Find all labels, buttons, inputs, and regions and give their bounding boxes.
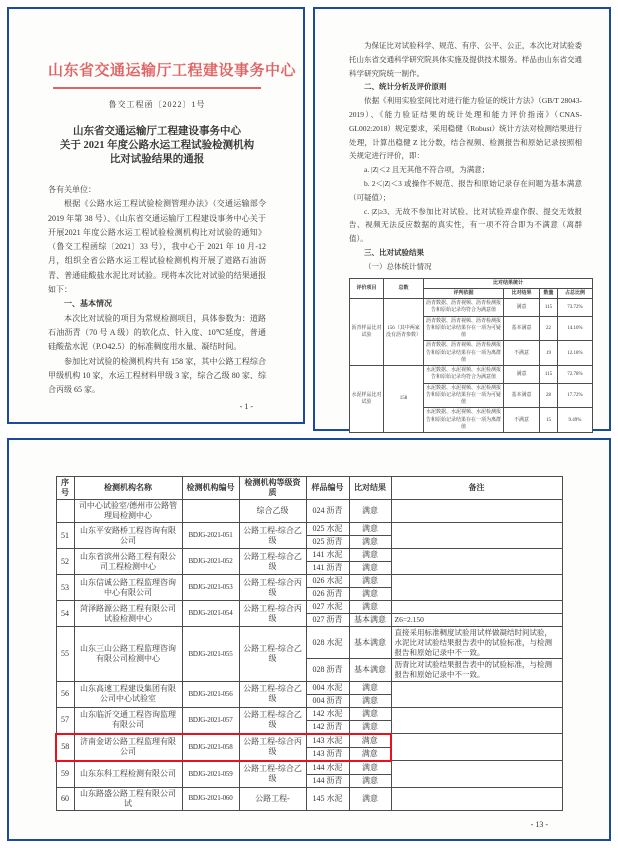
percentage-cell: 12.18% [558, 341, 593, 366]
subheader: 比对结果 [504, 288, 540, 298]
row-number-cell: 59 [56, 761, 74, 788]
count-cell: 28 [540, 383, 558, 408]
overall-statistics-table [349, 278, 593, 434]
table-row [56, 761, 562, 775]
table-row [56, 601, 562, 614]
result-cell: 基本满意 [504, 383, 540, 408]
table-header-row [350, 278, 593, 288]
result-cell: 满意 [349, 747, 391, 761]
paragraph: 为保证比对试验科学、规范、有序、公平、公正，本次比对试验委托山东省交通科学研究院具体实施及提供技术服务。样品由山东省交通科学研究院统一制作。 [349, 41, 582, 78]
table-row [56, 500, 562, 523]
stats-row [350, 366, 593, 384]
institution-name-cell: 山东平安路桥工程咨询有限公司 [74, 523, 182, 549]
percentage-cell: 73.72% [558, 299, 593, 317]
sample-id-cell: 024 沥青 [306, 500, 349, 523]
table-header-row [56, 477, 562, 500]
header-results-group: 比对结果统计 [424, 278, 593, 288]
institution-code-cell [182, 500, 239, 523]
sample-id-cell: 143 沥青 [306, 747, 349, 761]
sample-id-cell: 141 水泥 [306, 549, 349, 562]
paragraph: 依据《利用实验室间比对进行能力验证的统计方法》（GB/T 28043-2019）、《能力验证结果的统计处理和能力评价指南》（CNAS-GL002:2018）规定要求，采用稳健（Robust）统计方法对检测结果进行处理，计算出稳健 Z 比分数，结合视频、检测报告和原始记录按照相关规定进行评价，即： [349, 96, 582, 161]
grade-cell: 公路工程-综合丙级 [239, 601, 306, 627]
remark-cell [391, 575, 562, 601]
criteria-item-b: b. 2＜|Z|＜3 或操作不规范、报告和原始记录存在问题为基本满意（可疑值）； [349, 178, 582, 202]
result-cell: 满意 [349, 536, 391, 549]
result-cell: 不满意 [504, 341, 540, 366]
result-cell: 满意 [349, 761, 391, 775]
sample-id-cell: 026 沥青 [306, 588, 349, 601]
grade-cell: 公路工程-综合丙级 [239, 575, 306, 601]
institution-name-cell: 司中心试验室/德州市公路管理局检测中心 [74, 500, 182, 523]
result-cell: 满意 [349, 588, 391, 601]
institution-code-cell: BDJG-2021-060 [182, 787, 239, 810]
grade-cell: 公路工程-综合乙级 [239, 761, 306, 788]
table-row [56, 523, 562, 536]
table-row [56, 787, 562, 810]
institution-code-cell: BDJG-2021-051 [182, 523, 239, 549]
subheader: 数量 [540, 288, 558, 298]
subheader: 占总比例 [558, 288, 593, 298]
institution-code-cell: BDJG-2021-057 [182, 707, 239, 734]
result-cell: 满意 [349, 774, 391, 787]
count-cell: 22 [540, 316, 558, 341]
row-number-cell: 53 [56, 575, 74, 601]
institution-code-cell: BDJG-2021-056 [182, 681, 239, 707]
highlighted-row [56, 734, 562, 748]
institution-name-cell: 山东临沂交通工程咨询监理有限公司 [74, 707, 182, 734]
header: 备注 [391, 477, 562, 500]
table-row [56, 681, 562, 694]
header: 序号 [56, 477, 74, 500]
subsection-heading: （一）总体统计情况 [364, 261, 432, 271]
grade-cell: 公路工程-综合乙级 [239, 549, 306, 575]
project-cell: 沥青样品比对试验 [350, 299, 384, 366]
sample-id-cell: 145 水泥 [306, 787, 349, 810]
letterhead-title: 山东省交通运输厅工程建设事务中心 [48, 63, 297, 79]
institution-code-cell: BDJG-2021-059 [182, 761, 239, 788]
scanned-page-13 [7, 438, 611, 841]
result-cell: 满意 [504, 299, 540, 317]
remark-cell [391, 549, 562, 575]
table-row [56, 575, 562, 588]
institution-name-cell: 济南金诺公路工程监理有限公司 [74, 734, 182, 761]
grade-cell: 公路工程-综合丙级 [239, 734, 306, 761]
row-number-cell: 52 [56, 549, 74, 575]
row-number-cell: 60 [56, 787, 74, 810]
institution-code-cell: BDJG-2021-054 [182, 601, 239, 627]
project-cell: 水泥样品比对试验 [350, 366, 384, 433]
result-cell: 满意 [349, 694, 391, 707]
institution-code-cell: BDJG-2021-058 [182, 734, 239, 761]
section-3-heading: 三、比对试验结果 [364, 247, 424, 257]
sample-id-cell: 004 水泥 [306, 681, 349, 694]
remark-cell: 沥青比对试验结果报告表中的试验标准，与检测报告和原始记录中不一致。 [391, 659, 562, 682]
percentage-cell: 14.10% [558, 316, 593, 341]
notice-title [48, 125, 266, 167]
grade-cell: 公路工程-综合乙级 [239, 707, 306, 734]
institution-name-cell: 山东省滨州公路工程有限公司工程检测中心 [74, 549, 182, 575]
result-cell: 基本满意 [504, 316, 540, 341]
result-cell: 满意 [349, 575, 391, 588]
section-2-heading: 二、统计分析及评价原则 [364, 82, 447, 92]
percentage-cell: 17.72% [558, 383, 593, 408]
criteria-cell: 沥青数据、沥青视频、沥青检测报告和原始记录结果存在一项为离群值 [424, 341, 504, 366]
sample-id-cell: 144 沥青 [306, 774, 349, 787]
grade-cell: 综合乙级 [239, 500, 306, 523]
institution-code-cell: BDJG-2021-052 [182, 549, 239, 575]
result-cell: 基本满意 [349, 659, 391, 682]
result-cell: 满意 [349, 601, 391, 614]
row-number-cell: 55 [56, 627, 74, 682]
institution-results-table [55, 476, 563, 811]
percentage-cell: 9.49% [558, 408, 593, 433]
sample-id-cell: 025 沥青 [306, 536, 349, 549]
remark-cell: 直接采用标准稠度试验用试样做凝结时间试验，水泥比对试验结果报告表中的试验标准，与检测报告和原始记录中不一致。 [391, 627, 562, 659]
criteria-item-c: c. |Z|≥3、无故不参加比对试验、比对试验弄虚作假、提交无效报告、视频无法反应数据的真实性，有一项不符合即为不满意（离群值）。 [349, 206, 582, 244]
scanned-page-2 [313, 7, 611, 431]
result-cell: 满意 [349, 523, 391, 536]
section-1-heading: 一、基本情况 [64, 299, 112, 309]
sample-id-cell: 027 水泥 [306, 601, 349, 614]
notice-title-line-2: 关于 2021 年度公路水运工程试验检测机构 [59, 140, 255, 151]
sample-id-cell: 144 水泥 [306, 761, 349, 775]
institution-name-cell: 山东路盛公路工程有限公司试 [74, 787, 182, 810]
remark-cell [391, 523, 562, 549]
paragraph: 参加比对试验的检测机构共有 158 家，其中公路工程综合甲级机构 10 家，水运工程材料甲级 3 家，综合乙级 80 家、综合丙级 65 家。 [48, 356, 266, 395]
sample-id-cell: 142 沥青 [306, 720, 349, 734]
header-project: 评价项目 [350, 278, 384, 299]
row-number-cell: 58 [56, 734, 74, 761]
remark-cell [391, 500, 562, 523]
count-cell: 15 [540, 408, 558, 433]
remark-cell [391, 681, 562, 707]
header: 检测机构等级资质 [239, 477, 306, 500]
remark-cell [391, 761, 562, 788]
document-number: 鲁交工程函〔2022〕1号 [108, 100, 206, 109]
page-number-1: - 1 - [239, 402, 253, 412]
paragraph: 本次比对试验的项目为常规检测项目，具体参数为：道路石油沥青（70 号 A 级）的软化点、针入度、10℃延度，普通硅酸盐水泥（P.O42.5）的标准稠度用水量、凝结时间。 [48, 313, 266, 352]
remark-cell: Z6=2.150 [391, 614, 562, 627]
sample-id-cell: 143 水泥 [306, 734, 349, 748]
notice-title-line-3: 比对试验结果的通报 [109, 154, 205, 165]
criteria-cell: 沥青数据、沥青视频、沥青检测报告和原始记录结果存在一项为可疑值 [424, 316, 504, 341]
institution-name-cell: 山东三山公路工程监理咨询有限公司检测中心 [74, 627, 182, 682]
result-cell: 不满意 [504, 408, 540, 433]
sample-id-cell: 025 水泥 [306, 523, 349, 536]
count-cell: 115 [540, 299, 558, 317]
row-number-cell: 51 [56, 523, 74, 549]
header-total: 总数 [384, 278, 424, 299]
result-cell: 满意 [349, 720, 391, 734]
result-cell: 基本满意 [349, 614, 391, 627]
salutation: 各有关单位： [48, 185, 96, 194]
count-cell: 115 [540, 366, 558, 384]
result-cell: 满意 [349, 734, 391, 748]
row-number-cell: 57 [56, 707, 74, 734]
result-cell: 满意 [349, 562, 391, 575]
remark-cell [391, 707, 562, 734]
result-cell: 满意 [349, 549, 391, 562]
criteria-cell: 水泥数据、水泥视频、水泥检测报告和原始记录均符合为满意值 [424, 366, 504, 384]
stats-row [350, 299, 593, 317]
header: 比对结果 [349, 477, 391, 500]
remark-cell [391, 734, 562, 761]
result-cell: 基本满意 [349, 627, 391, 659]
grade-cell: 公路工程-综合乙级 [239, 627, 306, 682]
scanned-page-1 [7, 7, 305, 424]
percentage-cell: 72.78% [558, 366, 593, 384]
criteria-cell: 水泥数据、水泥视频、水泥检测报告和原始记录结果存在一项为可疑值 [424, 383, 504, 408]
sample-id-cell: 142 水泥 [306, 707, 349, 720]
institution-name-cell: 菏泽路源公路工程有限公司试验检测中心 [74, 601, 182, 627]
institution-name-cell: 山东高速工程建设集团有限公司中心试验室 [74, 681, 182, 707]
result-cell: 满意 [349, 787, 391, 810]
criteria-cell: 沥青数据、沥青视频、沥青检测报告和原始记录均符合为满意值 [424, 299, 504, 317]
row-number-cell: 54 [56, 601, 74, 627]
sample-id-cell: 004 沥青 [306, 694, 349, 707]
sample-id-cell: 028 水泥 [306, 627, 349, 659]
criteria-item-a: a. |Z|＜2 且无其他不符合项，为满意； [364, 165, 490, 175]
total-cell: 158 [384, 366, 424, 433]
total-cell: 156（其中两家没有沥青参数） [384, 299, 424, 366]
subheader: 评判依据 [424, 288, 504, 298]
grade-cell: 公路工程-综合乙级 [239, 523, 306, 549]
notice-title-line-1: 山东省交通运输厅工程建设事务中心 [73, 126, 241, 137]
criteria-cell: 水泥数据、水泥视频、水泥检测报告和原始记录结果存在一项为离群值 [424, 408, 504, 433]
institution-name-cell: 山东信诚公路工程监理咨询中心有限公司 [74, 575, 182, 601]
result-cell: 满意 [349, 707, 391, 720]
sample-id-cell: 028 沥青 [306, 659, 349, 682]
sample-id-cell: 027 沥青 [306, 614, 349, 627]
remark-cell [391, 787, 562, 810]
header: 检测机构名称 [74, 477, 182, 500]
page-number-13: - 13 - [530, 819, 548, 829]
letterhead-divider [53, 87, 261, 89]
result-cell: 满意 [349, 500, 391, 523]
table-row [56, 549, 562, 562]
row-number-cell: 56 [56, 681, 74, 707]
institution-code-cell: BDJG-2021-055 [182, 627, 239, 682]
institution-code-cell: BDJG-2021-053 [182, 575, 239, 601]
sample-id-cell: 141 沥青 [306, 562, 349, 575]
header: 检测机构编号 [182, 477, 239, 500]
result-cell: 满意 [504, 366, 540, 384]
row-number-cell [56, 500, 74, 523]
result-cell: 满意 [349, 681, 391, 694]
table-row [56, 707, 562, 720]
count-cell: 19 [540, 341, 558, 366]
paragraph: 根据《公路水运工程试验检测管理办法》（交通运输部令 2019 年第 38 号）、《山东省交通运输厅工程建设事务中心关于开展2021 年度公路水运工程试验检测机构比对试验的通知》（鲁交工程函综〔2021〕33 号），我中心于 2021 年 10 月-12 月，组织全省公路水运工程试验检测机构开展了道路石油沥青、普通硅酸盐水泥比对试验。现将本次比对试验的结果通报如下： [48, 199, 266, 295]
grade-cell: 公路工程- [239, 787, 306, 810]
grade-cell: 公路工程-综合乙级 [239, 681, 306, 707]
remark-cell [391, 601, 562, 614]
sample-id-cell: 026 水泥 [306, 575, 349, 588]
header: 样品编号 [306, 477, 349, 500]
institution-name-cell: 山东东科工程检测有限公司 [74, 761, 182, 788]
table-row [56, 627, 562, 659]
